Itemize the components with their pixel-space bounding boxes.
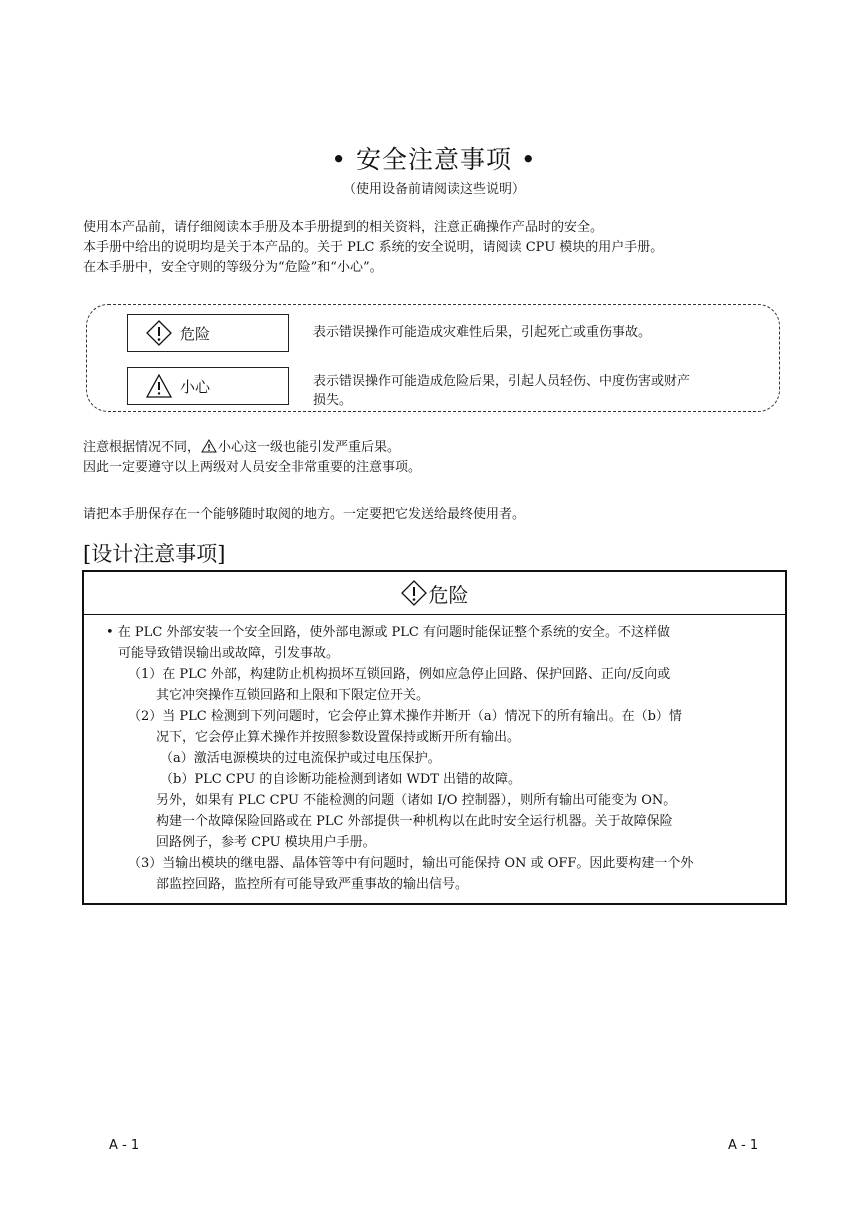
- design-section-heading: [设计注意事项]: [83, 542, 226, 566]
- design-line: 回路例子，参考 CPU 模块用户手册。: [156, 835, 376, 850]
- caution-triangle-icon: [201, 439, 217, 453]
- page-subtitle: （使用设备前请阅读这些说明）: [342, 182, 525, 197]
- caution-sign: [127, 367, 289, 405]
- design-line: （a）激活电源模块的过电流保护或过电压保护。: [160, 751, 441, 766]
- keep-manual-note: 请把本手册保存在一个能够随时取阅的地方。一定要把它发送给最终使用者。: [83, 507, 526, 522]
- danger-diamond-icon: [401, 580, 427, 606]
- intro-line: 在本手册中，安全守则的等级分为“危险”和“小心”。: [83, 260, 383, 275]
- danger-sign: [127, 314, 289, 352]
- caution-triangle-icon: [146, 374, 172, 398]
- safety-levels-box: [86, 304, 780, 412]
- danger-diamond-icon: [146, 320, 172, 346]
- caution-description-line: 表示错误操作可能造成危险后果，引起人员轻伤、中度伤害或财产: [313, 374, 691, 389]
- design-line: 另外，如果有 PLC CPU 不能检测的问题（诸如 I/O 控制器），则所有输出可能变为 ON。: [156, 793, 677, 808]
- design-line: （3）当输出模块的继电器、晶体管等中有问题时，输出可能保持 ON 或 OFF。因此要构建一个外: [128, 856, 694, 871]
- caution-label: 小心: [180, 377, 211, 396]
- design-line: 其它冲突操作互锁回路和上限和下限定位开关。: [156, 688, 430, 703]
- design-line: • 在 PLC 外部安装一个安全回路，使外部电源或 PLC 有问题时能保证整个系统的安全。不这样做: [106, 625, 670, 640]
- page-title: • 安全注意事项 •: [331, 145, 537, 174]
- design-line: 况下，它会停止算术操作并按照参数设置保持或断开所有输出。: [156, 730, 521, 745]
- footer-page-number-right: A - 1: [728, 1138, 759, 1153]
- intro-line: 使用本产品前，请仔细阅读本手册及本手册提到的相关资料，注意正确操作产品时的安全。: [83, 220, 604, 235]
- footer-page-number-left: A - 1: [109, 1138, 140, 1153]
- caution-description-line: 损失。: [313, 393, 353, 408]
- design-line: （2）当 PLC 检测到下列问题时，它会停止算术操作并断开（a）情况下的所有输出。在（b）情: [128, 709, 682, 724]
- design-line: 可能导致错误输出或故障，引发事故。: [118, 646, 340, 661]
- design-precautions-box: [82, 570, 787, 905]
- design-line: （1）在 PLC 外部，构建防止机构损坏互锁回路，例如应急停止回路、保护回路、正向/反向或: [128, 667, 671, 682]
- caution-description: [313, 372, 763, 410]
- notes-paragraph: [83, 438, 421, 478]
- design-box-header: [84, 572, 785, 615]
- intro-line: 本手册中给出的说明均是关于本产品的。关于 PLC 系统的安全说明，请阅读 CPU 模块的用户手册。: [83, 240, 664, 255]
- design-line: 部监控回路，监控所有可能导致严重事故的输出信号。: [156, 877, 469, 892]
- note-line: 因此一定要遵守以上两级对人员安全非常重要的注意事项。: [83, 460, 422, 475]
- design-line: （b）PLC CPU 的自诊断功能检测到诸如 WDT 出错的故障。: [160, 772, 522, 787]
- danger-label: 危险: [180, 324, 211, 343]
- danger-description: 表示错误操作可能造成灾难性后果，引起死亡或重伤事故。: [313, 325, 652, 340]
- intro-paragraph: [83, 218, 783, 278]
- note-line: 注意根据情况不同， 小心这一级也能引发严重后果。: [83, 440, 401, 455]
- design-line: 构建一个故障保险回路或在 PLC 外部提供一种机构以在此时安全运行机器。关于故障保险: [156, 814, 673, 829]
- design-box-title: 危险: [428, 582, 469, 607]
- design-box-body: [84, 615, 785, 895]
